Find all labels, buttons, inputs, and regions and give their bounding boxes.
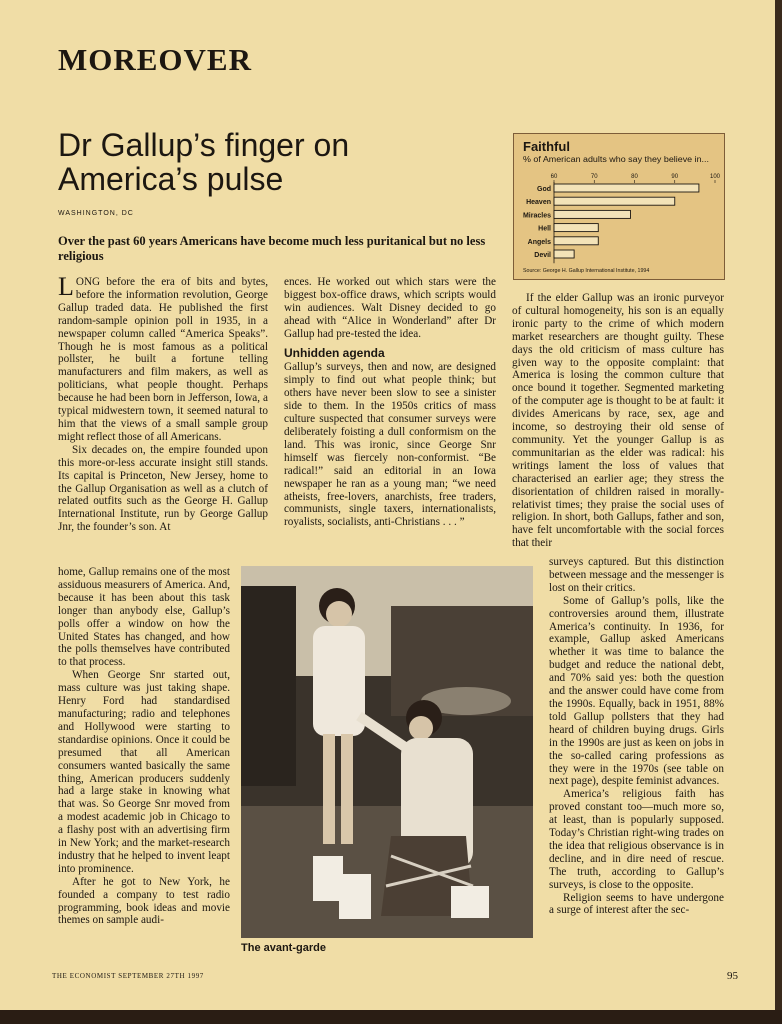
paragraph: When George Snr started out, mass culture was just taking shape. Henry Ford had standardised manufacturing; radio and telephones and Hollywood were starting to standardise opinions. Once it could be presumed that all American consumers wanted basically the same thing, American producers suddenly had a large stake in knowing what that was. So George Snr moved from a modest academic job in Chicago to a flashy post with an advertising firm in New York; and the market-research industry that he helped to invent leapt into prominence. (58, 669, 230, 875)
column-1-top (58, 272, 268, 534)
chart-category-label: Heaven (526, 199, 551, 207)
chart-category-label: Devil (534, 252, 551, 259)
chart-tick-label: 60 (550, 174, 558, 180)
chart-svg (514, 134, 724, 279)
paragraph: Some of Gallup’s polls, like the controversies around them, illustrate America’s continuity. In 1936, for example, Gallup asked Americans whether it was time to balance the budget and reduce the national debt, and 70% said yes: both the question and the answer could have come from the 1990s. Equally, back in 1951, 88% told Gallup pollsters that they had heard of children buying drugs. Girls in the 1990s are just as keen on jobs in the so-called caring professions as they were in the 1970s (see table on next page), despite feminist advances. (549, 594, 724, 788)
chart-title: Faithful (523, 139, 570, 154)
paragraph: Six decades on, the empire founded upon this more-or-less accurate insight still stands. Its capital is Princeton, New Jersey, home to the Gallup Organisation as well as a clutch of related outfits such as the George H. Gallup International Institute, run by George Gallup Jnr, the founder’s son. At (58, 443, 268, 534)
paragraph: home, Gallup remains one of the most assiduous measurers of America. And, because it has been about this task longer than anybody else, Gallup’s polls offer a window on how the United States has changed, and how the polls themselves have contributed to that process. (58, 566, 230, 669)
chart-category-label: Hell (538, 225, 551, 233)
paragraph: LONG before the era of bits and bytes, before the information revolution, George Gallup traded data. He published the first random-sample opinion poll in 1935, in a newspaper column called “America Speaks”. Though he is most famous as a political pollster, he built a fortune telling manufacturers and film makers, as well as politicians, what people thought. Perhaps because he had been born in Jefferson, Iowa, a typical midwestern town, it seemed natural to him that the views of a small sample group might reflect those of all Americans. (58, 272, 268, 443)
chart-subtitle: % of American adults who say they believe in... (523, 155, 709, 164)
paragraph: Gallup’s surveys, then and now, are designed simply to find out what people think; but others have never been slow to see a sinister side to them. In the 1950s critics of mass culture suspected that consumer surveys were deliberately foisting a dull conformism on the land. This was ironic, since George Snr himself was fiercely non-conformist. “Be radical!” said an editorial in an Iowa newspaper he ran as a young man; “we need atheists, free-lovers, anarchists, free traders, communists, single taxers, internationalists, royalists, socialists, anti-Christians . . . ” (284, 361, 496, 529)
chart-tick-label: 80 (631, 174, 638, 180)
paragraph: America’s religious faith has proved constant too—much more so, at least, than is popularly supposed. Today’s Christian right-wing trades on the idea that religious observance is in decline, and in dire need of rescue. The truth, according to Gallup’s surveys, is close to the opposite. (549, 788, 724, 891)
photo-illustration (241, 566, 533, 938)
section-title: MOREOVER (58, 42, 252, 77)
column-2 (284, 276, 496, 529)
paragraph: If the elder Gallup was an ironic purveyor of cultural homogeneity, his son is an equally ironic party to the crime of which modern market researchers are thought guilty. These days the old criticism of mass culture has given way to the opposite complaint: that America is losing the common culture that once bound it together. Segmented marketing of the computer age is thought to be at fault: it divides Americans by race, sex, age and income, so destroying their old sense of community. Yet the younger Gallup is as communitarian as the elder was radical: his writings lament the loss of values that characterised an earlier age; they stress the disorientation of children raised in morally-relativist times; they praise the social uses of religion. In short, both Gallups, father and son, have felt uncomfortable with the social forces that their (512, 292, 724, 550)
dateline: WASHINGTON, DC (58, 210, 134, 217)
chart-category-label: Angels (527, 238, 551, 246)
column-1-bottom (58, 566, 230, 927)
page-number: 95 (727, 970, 738, 982)
page-edge (775, 0, 782, 1024)
paragraph: Religion seems to have undergone a surge of interest after the sec- (549, 891, 724, 917)
chart-category-label: Miracles (522, 212, 551, 220)
chart-bar-devil (554, 250, 574, 258)
chart-tick-label: 100 (709, 174, 721, 180)
photo-caption: The avant-garde (241, 942, 326, 954)
page-footer: THE ECONOMIST SEPTEMBER 27TH 1997 (52, 972, 204, 980)
chart-bar-god (554, 184, 699, 192)
headline: Dr Gallup’s finger on America’s pulse (58, 127, 350, 197)
subheading: Unhidden agenda (284, 345, 385, 360)
standfirst: Over the past 60 years Americans have become much less puritanical but no less religious (58, 234, 486, 263)
paragraph: After he got to New York, he founded a company to test radio programming, book ideas and movie themes on sample audi- (58, 875, 230, 927)
chart-source: Source: George H. Gallup International Institute, 1994 (523, 268, 650, 274)
chart-bar-hell (554, 224, 598, 232)
faithful-chart (513, 133, 725, 280)
column-3-bottom (549, 556, 724, 917)
chart-category-label: God (537, 186, 551, 193)
chart-tick-label: 70 (590, 174, 598, 180)
paragraph: ences. He worked out which stars were the biggest box-office draws, which scripts would win audiences. Walt Disney decided to go ahead with “Alice in Wonderland” after Dr Gallup had pre-tested the idea. (284, 276, 496, 340)
chart-bar-heaven (554, 197, 675, 205)
column-3-top (512, 292, 724, 550)
photo-avant-garde (241, 566, 533, 938)
chart-bar-miracles (554, 210, 630, 218)
chart-bar-angels (554, 237, 598, 245)
chart-tick-label: 90 (671, 174, 679, 180)
page-bottom-edge (0, 1010, 782, 1024)
paragraph: surveys captured. But this distinction between message and the messenger is lost on their critics. (549, 556, 724, 594)
